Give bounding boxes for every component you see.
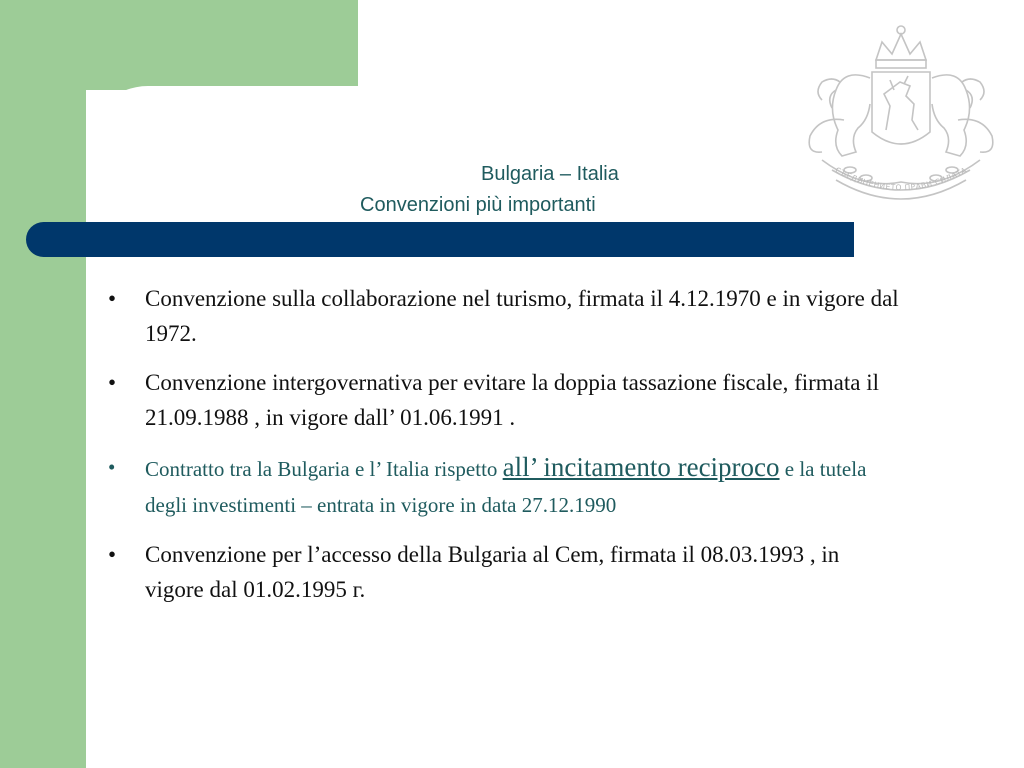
conventions-list: [100, 281, 900, 621]
list-item: [100, 449, 900, 523]
green-side-band: [0, 0, 86, 768]
slide-title: [300, 159, 740, 220]
list-item: [100, 537, 900, 607]
bullet-icon: •: [108, 542, 117, 567]
list-item-text: Convenzione sulla collaborazione nel turismo, firmata il 4.12.1970 e in vigore dal 1972.: [145, 286, 899, 346]
list-item-highlight: all’ incitamento reciproco: [502, 452, 780, 482]
list-item-text: Convenzione per l’accesso della Bulgaria al Cem, firmata il 08.03.1993 , in vigore dal 01.02.1995 г.: [145, 542, 840, 602]
bullet-icon: •: [108, 286, 117, 311]
list-item-text-end: e la tutela degli investimenti – entrata in vigore in data 27.12.1990: [145, 457, 867, 517]
title-divider-bar: [26, 222, 854, 257]
bulgarian-coat-of-arms-icon: [792, 20, 1010, 216]
svg-text:СЪЕДИНЕНИЕТО ПРАВИ СИЛАТА: [834, 165, 969, 192]
list-item: [100, 365, 900, 435]
slide-title-line-1: Bulgaria – Italia: [481, 163, 619, 186]
emblem-motto: СЪЕДИНЕНИЕТО ПРАВИ СИЛАТА: [833, 165, 969, 193]
list-item-text: Convenzione intergovernativa per evitare la doppia tassazione fiscale, firmata il 21.09.1988 , in vigore dall’ 01.06.1991 .: [145, 370, 880, 430]
slide-title-line-2: Convenzioni più importanti: [360, 194, 596, 217]
list-item: [100, 281, 900, 351]
list-item-text-start: Contratto tra la Bulgaria e l’ Italia rispetto: [145, 457, 503, 481]
bullet-icon: •: [108, 370, 117, 395]
bullet-icon: •: [108, 455, 116, 479]
